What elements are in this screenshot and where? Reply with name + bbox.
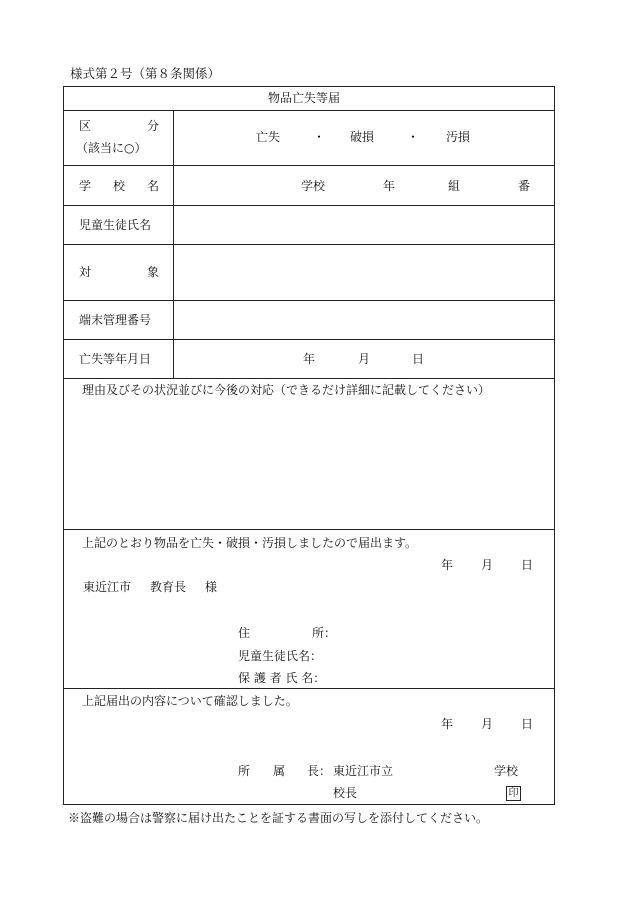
student-name-label: 児童生徒氏名 [79,218,152,232]
affiliation-city: 東近江市立 [333,764,394,778]
report-statement: 上記のとおり物品を亡失・破損・汚損しましたので届出ます。 [82,536,418,550]
target-label-left: 対 [79,265,92,279]
guardian-name-label: 保 護 者 氏 名： [238,671,326,685]
footnote: ※盗難の場合は警察に届け出たことを証する書面の写しを添付してください。 [68,811,489,825]
addressee-title: 教育長 [150,580,187,594]
report-student-name-label: 児童生徒氏名： [238,649,323,663]
affiliation-label-char: 長： [307,764,332,778]
addressee-city: 東近江市 [83,580,132,594]
report-date-day: 日 [521,558,534,572]
category-note: （該当に○） [76,141,147,155]
report-date-year: 年 [441,558,454,572]
school-field-year: 年 [383,179,396,193]
confirm-statement: 上記届出の内容について確認しました。 [82,694,298,708]
category-separator: ・ [313,130,326,144]
addressee-honorific: 様 [205,580,218,594]
category-option-soiled: 汚損 [446,130,471,144]
affiliation-label-char: 所 [238,764,251,778]
loss-date-label: 亡失等年月日 [79,352,152,366]
seal-stamp-box: 印 [506,786,521,801]
loss-date-month: 月 [358,352,371,366]
school-label-char: 校 [113,179,126,193]
affiliation-school: 学校 [494,764,519,778]
report-date-month: 月 [481,558,494,572]
school-label-char: 名 [147,179,160,193]
principal-label: 校長 [333,786,358,800]
confirm-date-month: 月 [481,717,494,731]
device-number-label: 端末管理番号 [79,313,152,327]
category-separator: ・ [407,130,420,144]
target-label-right: 象 [147,265,160,279]
affiliation-label-char: 属 [273,764,286,778]
school-label-char: 学 [79,179,92,193]
school-field-number: 番 [518,179,531,193]
form-caption: 様式第２号（第８条関係） [70,66,221,81]
school-field-class: 組 [448,179,461,193]
confirm-date-day: 日 [521,717,534,731]
form-title: 物品亡失等届 [268,91,341,105]
category-option-damaged: 破損 [350,130,375,144]
loss-date-year: 年 [303,352,316,366]
address-label-char: 所： [312,626,337,640]
category-option-lost: 亡失 [256,130,281,144]
school-field-school: 学校 [301,179,326,193]
address-label-char: 住 [238,626,251,640]
category-label-left: 区 [79,119,92,133]
confirm-date-year: 年 [441,717,454,731]
reason-label: 理由及びその状況並びに今後の対応（できるだけ詳細に記載してください） [82,383,491,397]
category-label-right: 分 [147,119,160,133]
loss-date-day: 日 [412,352,425,366]
